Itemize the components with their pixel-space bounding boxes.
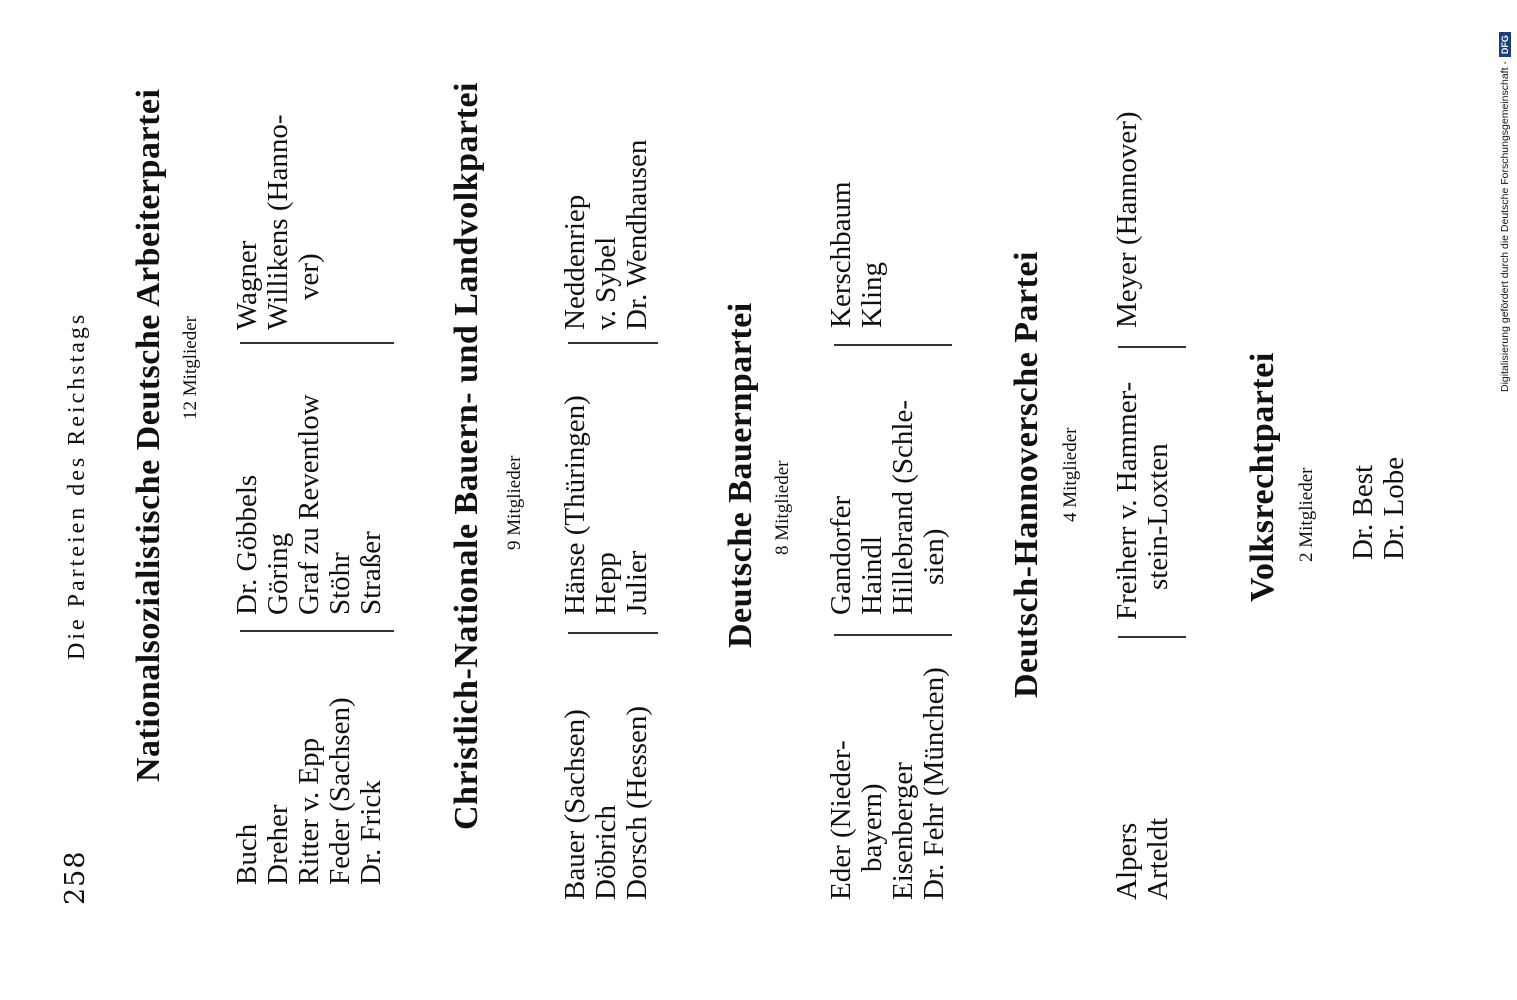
- member-name: Stöhr: [324, 552, 356, 615]
- member-column: [826, 667, 950, 900]
- member-column: [1348, 457, 1410, 560]
- member-column: [232, 394, 387, 615]
- member-name: Alpers: [1111, 822, 1143, 900]
- member-name: Dr. Frick: [355, 780, 387, 885]
- member-name: Straßer: [355, 531, 387, 615]
- member-name: v. Sybel: [590, 236, 622, 330]
- member-name: Eder (Nieder-: [825, 740, 857, 900]
- column-divider: [1118, 637, 1186, 639]
- column-divider: [834, 635, 952, 637]
- member-column: [826, 400, 950, 615]
- member-name: Dr. Lobe: [1378, 456, 1410, 560]
- member-column: [1112, 382, 1174, 620]
- column-divider: [1118, 347, 1186, 349]
- member-name: bayern): [856, 783, 888, 872]
- column-divider: [240, 343, 394, 345]
- member-name: sien): [918, 528, 950, 585]
- member-column: [560, 706, 653, 900]
- party-member-count: 12 Mitglieder: [180, 316, 201, 420]
- member-name: Eisenberger: [887, 762, 919, 900]
- dfg-logo: DFG: [1499, 32, 1511, 57]
- member-name: Hepp: [590, 552, 622, 615]
- member-name: ver): [293, 253, 325, 300]
- member-name: Feder (Sachsen): [324, 697, 356, 885]
- column-divider: [568, 343, 658, 345]
- member-column: [1112, 818, 1174, 900]
- credit-text: Digitalisierung gefördert durch die Deutsche Forschungsgemeinschaft -: [1499, 61, 1511, 392]
- member-name: Dr. Best: [1347, 464, 1379, 560]
- member-column: [1112, 111, 1143, 328]
- party-member-count: 2 Mitglieder: [1296, 467, 1317, 562]
- party-title: Volksrechtpartei: [1244, 352, 1281, 602]
- party-title: Nationalsozialistische Deutsche Arbeiterpartei: [130, 88, 167, 782]
- member-name: Willikens (Hanno-: [262, 114, 294, 330]
- party-title: Christlich-Nationale Bauern- und Landvolkpartei: [448, 82, 485, 830]
- member-name: Gandorfer: [825, 495, 857, 615]
- member-column: [560, 395, 653, 615]
- column-divider: [834, 345, 952, 347]
- member-name: Kerschbaum: [825, 181, 857, 328]
- member-name: Freiherr v. Hammer-: [1111, 381, 1143, 620]
- member-name: Haindl: [856, 536, 888, 615]
- member-name: Dreher: [262, 804, 294, 885]
- member-name: Buch: [231, 823, 263, 885]
- member-column: [560, 140, 653, 330]
- member-name: Dr. Göbbels: [231, 474, 263, 615]
- column-divider: [568, 633, 658, 635]
- member-name: Hillebrand (Schle-: [887, 399, 919, 615]
- party-title: Deutsche Bauernpartei: [722, 302, 759, 648]
- member-name: Döbrich: [590, 804, 622, 900]
- digitization-credit: [1499, 0, 1517, 1000]
- member-name: Arteldt: [1142, 817, 1174, 900]
- party-title: Deutsch-Hannoversche Partei: [1008, 251, 1045, 698]
- member-column: [232, 115, 325, 330]
- member-name: Dr. Wendhausen: [621, 139, 653, 330]
- member-column: [232, 697, 387, 885]
- member-name: Meyer (Hannover): [1111, 111, 1143, 328]
- column-divider: [240, 631, 394, 633]
- member-name: Wagner: [231, 240, 263, 330]
- member-name: Kling: [856, 261, 888, 328]
- party-member-count: 8 Mitglieder: [772, 460, 793, 555]
- party-member-count: 4 Mitglieder: [1060, 427, 1081, 522]
- running-title: Die Parteien des Reichstags: [64, 311, 90, 660]
- member-name: Göring: [262, 532, 294, 615]
- member-name: Neddenriep: [559, 194, 591, 330]
- member-name: Ritter v. Epp: [293, 737, 325, 885]
- member-name: stein-Loxten: [1142, 443, 1174, 590]
- page-number: 258: [60, 850, 91, 905]
- member-name: Hänse (Thüringen): [559, 395, 591, 615]
- member-name: Dr. Fehr (München): [918, 667, 950, 900]
- member-name: Bauer (Sachsen): [559, 709, 591, 900]
- member-name: Graf zu Reventlow: [293, 394, 325, 615]
- member-name: Julier: [621, 550, 653, 615]
- member-name: Dorsch (Hessen): [621, 705, 653, 900]
- party-member-count: 9 Mitglieder: [504, 455, 525, 550]
- member-column: [826, 181, 888, 328]
